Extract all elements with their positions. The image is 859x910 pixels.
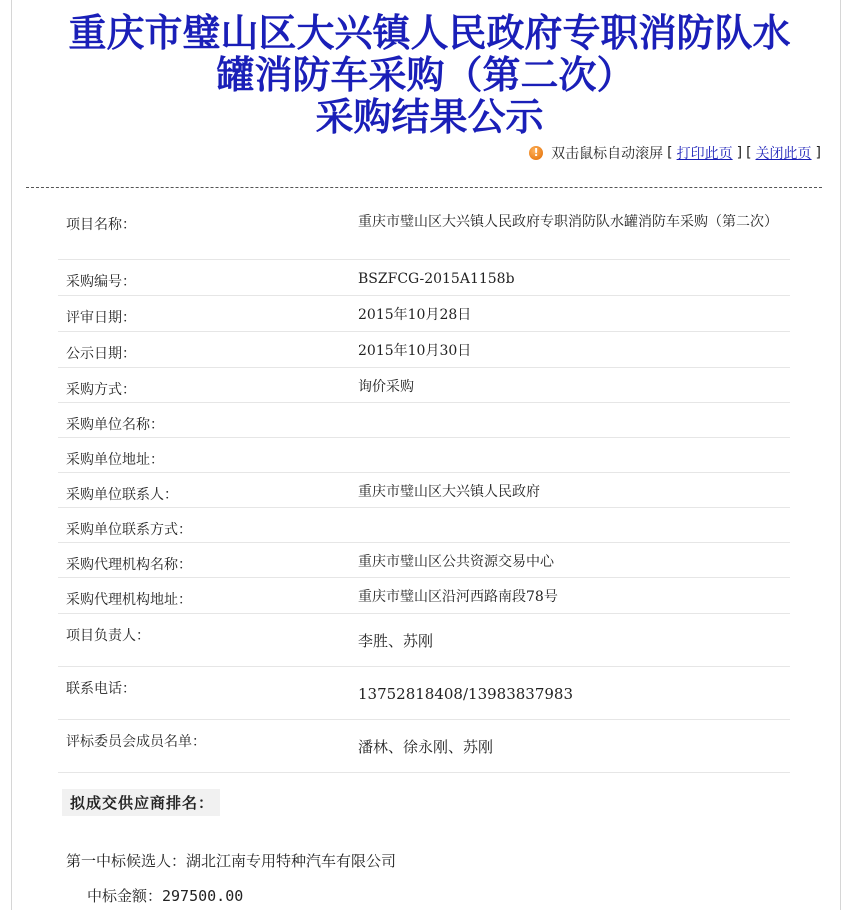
row-label: 采购单位地址： — [58, 437, 358, 472]
bracket: ] — [815, 145, 821, 161]
row-value — [358, 437, 790, 472]
close-page-link[interactable]: 关闭此页 — [755, 146, 812, 162]
row-value — [358, 507, 790, 542]
row-value: 重庆市璧山区大兴镇人民政府专职消防队水罐消防车采购（第二次） — [358, 203, 790, 259]
row-label: 项目名称： — [58, 203, 358, 259]
row-label: 采购代理机构地址： — [58, 577, 358, 613]
table-row — [58, 666, 790, 719]
print-page-link[interactable]: 打印此页 — [676, 146, 733, 162]
row-value: 潘林、徐永刚、苏刚 — [358, 719, 790, 772]
info-table — [58, 203, 790, 773]
table-row — [58, 507, 790, 542]
row-value: 重庆市璧山区公共资源交易中心 — [358, 542, 790, 577]
table-row — [58, 331, 790, 367]
title-line-2: 罐消防车采购（第二次） — [216, 53, 635, 97]
row-label: 采购单位名称： — [58, 402, 358, 437]
row-value: BSZFCG-2015A1158b — [358, 259, 790, 295]
row-value: 2015年10月28日 — [358, 295, 790, 331]
row-label: 采购方式： — [58, 367, 358, 402]
bracket: ] — [736, 145, 743, 161]
title-line-3: 采购结果公示 — [315, 95, 544, 139]
title-line-1: 重庆市璧山区大兴镇人民政府专职消防队水 — [68, 11, 791, 55]
info-icon: ! — [529, 146, 543, 160]
bracket: [ — [667, 145, 673, 161]
bracket: [ — [746, 145, 752, 161]
winner-line: 第一中标候选人：湖北江南专用特种汽车有限公司 — [66, 852, 397, 870]
row-label: 评审日期： — [58, 295, 358, 331]
table-row — [58, 542, 790, 577]
row-label: 项目负责人： — [58, 613, 358, 666]
table-row — [58, 577, 790, 613]
row-label: 公示日期： — [58, 331, 358, 367]
row-label: 采购单位联系方式： — [58, 507, 358, 542]
dashed-divider — [26, 187, 822, 188]
row-value: 李胜、苏刚 — [358, 613, 790, 666]
row-label: 评标委员会成员名单： — [58, 719, 358, 772]
row-value: 重庆市璧山区沿河西路南段78号 — [358, 577, 790, 613]
auto-scroll-hint: 双击鼠标自动滚屏 — [551, 146, 664, 162]
row-label: 采购编号： — [58, 259, 358, 295]
section-heading: 拟成交供应商排名： — [62, 789, 220, 816]
row-value: 重庆市璧山区大兴镇人民政府 — [358, 472, 790, 507]
page-toolbar — [529, 143, 821, 163]
table-row — [58, 367, 790, 402]
table-row — [58, 402, 790, 437]
table-row — [58, 719, 790, 772]
row-value: 询价采购 — [358, 367, 790, 402]
row-label: 联系电话： — [58, 666, 358, 719]
page-title — [0, 12, 859, 138]
row-value — [358, 402, 790, 437]
table-row — [58, 259, 790, 295]
table-row — [58, 472, 790, 507]
row-label: 采购单位联系人： — [58, 472, 358, 507]
row-value: 13752818408/13983837983 — [358, 666, 790, 719]
row-value: 2015年10月30日 — [358, 331, 790, 367]
table-row — [58, 437, 790, 472]
table-row — [58, 203, 790, 259]
row-label: 采购代理机构名称： — [58, 542, 358, 577]
table-row — [58, 295, 790, 331]
table-row — [58, 613, 790, 666]
amount-line: 中标金额：297500.00 — [87, 887, 244, 905]
